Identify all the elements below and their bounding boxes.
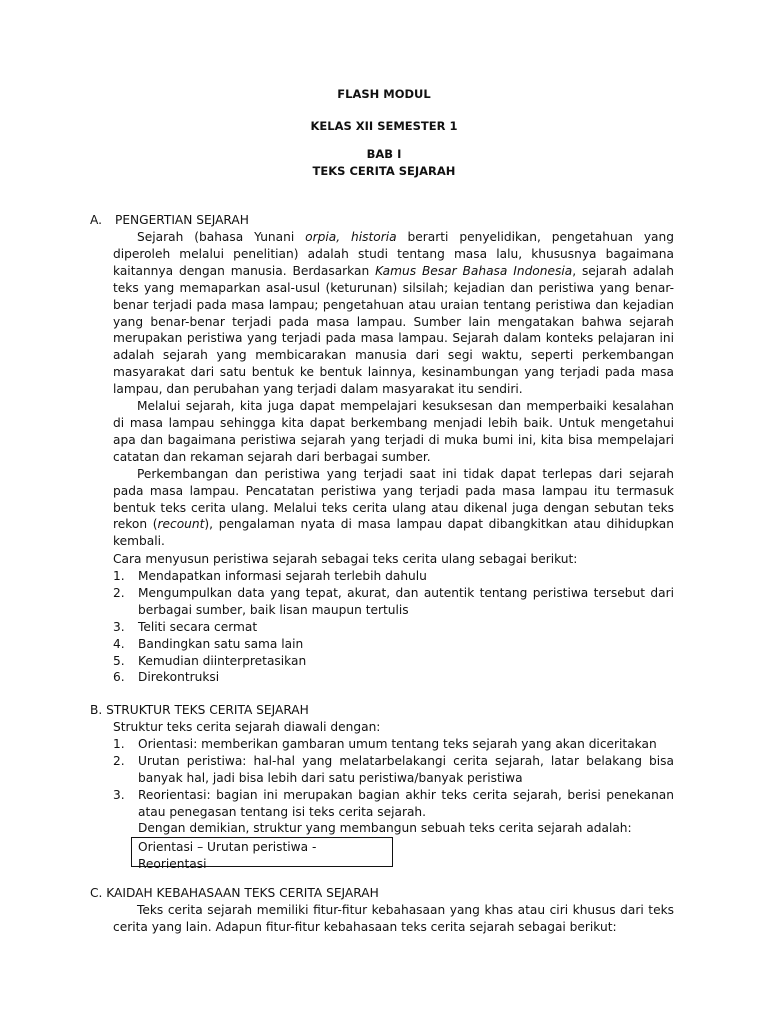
list-number: 3. bbox=[113, 619, 125, 634]
section-b-intro-text: Struktur teks cerita sejarah diawali dengan: bbox=[113, 720, 381, 734]
section-b-label: B. bbox=[90, 703, 103, 717]
structure-summary-box bbox=[131, 837, 393, 871]
list-item bbox=[113, 736, 674, 753]
italic-run: recount bbox=[157, 517, 205, 532]
section-a-heading bbox=[90, 212, 249, 229]
paragraph-development bbox=[113, 466, 674, 551]
list-item bbox=[113, 568, 674, 585]
section-b-title: STRUKTUR TEKS CERITA SEJARAH bbox=[106, 703, 309, 717]
list-text: Kemudian diinterpretasikan bbox=[138, 653, 307, 668]
italic-run: orpia, historia bbox=[305, 230, 397, 244]
list-number: 2. bbox=[113, 753, 125, 768]
list-text: Mendapatkan informasi sejarah terlebih dahulu bbox=[138, 569, 427, 583]
structure-list bbox=[113, 736, 674, 821]
list-item bbox=[113, 753, 674, 787]
list-item bbox=[113, 636, 674, 653]
section-b-heading bbox=[90, 702, 309, 719]
list-number: 6. bbox=[113, 670, 125, 685]
text-run: , sejarah adalah teks yang memaparkan asal-usul (keturunan) silsilah; kejadian dan peristiwa yang benar-benar terjadi pada masa lampau; pengetahuan atau uraian tentang peristiwa dan kejadian yang benar-benar terjadi pada masa lampau. Sumber lain mengatakan bahwa sejarah merupakan peristiwa yang terjadi pada masa lampau. Sejarah dalam konteks pelajaran ini adalah sejarah yang membicarakan manusia dari segi waktu, seperti perkembangan masyarakat dari satu bentuk ke bentuk lainnya, kesinambungan yang terjadi pada masa lampau, dan perubahan yang terjadi dalam masyarakat itu sendiri. bbox=[113, 263, 674, 397]
section-a-title: PENGERTIAN SEJARAH bbox=[115, 213, 249, 227]
list-text: Orientasi: memberikan gambaran umum tentang teks sejarah yang akan diceritakan bbox=[138, 737, 657, 751]
italic-run: Kamus Besar Bahasa Indonesia bbox=[375, 263, 573, 278]
paragraph-definition bbox=[113, 229, 674, 398]
list-text: Direkontruksi bbox=[138, 670, 220, 685]
list-number: 1. bbox=[113, 737, 125, 751]
module-title: FLASH MODUL bbox=[337, 87, 431, 101]
section-c-label: C. bbox=[90, 886, 103, 900]
list-item bbox=[113, 619, 674, 636]
list-item bbox=[113, 653, 674, 670]
list-text: Bandingkan satu sama lain bbox=[138, 636, 304, 651]
structure-conclusion bbox=[138, 820, 674, 837]
list-number: 4. bbox=[113, 636, 125, 651]
list-text: Teliti secara cermat bbox=[138, 619, 258, 634]
steps-list bbox=[113, 568, 674, 686]
section-c-title: KAIDAH KEBAHASAAN TEKS CERITA SEJARAH bbox=[106, 886, 379, 900]
text-run: Sejarah (bahasa Yunani bbox=[137, 230, 306, 244]
class-semester: KELAS XII SEMESTER 1 bbox=[310, 119, 458, 133]
list-text: Urutan peristiwa: hal-hal yang melatarbelakangi cerita sejarah, latar belakang bisa banyak hal, jadi bisa lebih dari satu peristiwa/banyak peristiwa bbox=[138, 753, 674, 785]
list-text: Mengumpulkan data yang tepat, akurat, dan autentik tentang peristiwa tersebut dari berbagai sumber, baik lisan maupun tertulis bbox=[138, 585, 674, 617]
list-number: 5. bbox=[113, 653, 125, 668]
list-item bbox=[113, 669, 674, 686]
list-number: 3. bbox=[113, 787, 125, 802]
structure-summary-text: Orientasi – Urutan peristiwa - Reorientasi bbox=[138, 840, 317, 871]
steps-intro bbox=[113, 551, 674, 568]
section-b-intro bbox=[113, 719, 674, 736]
steps-intro-text: Cara menyusun peristiwa sejarah sebagai teks cerita ulang sebagai berikut: bbox=[113, 552, 578, 566]
text-run: Perkembangan dan peristiwa yang terjadi saat ini tidak dapat terlepas dari sejarah pada masa lampau. Pencatatan peristiwa yang terjadi pada masa lampau itu termasuk bentuk teks cerita ulang. Melalui teks cerita ulang atau dikenal juga dengan sebutan teks rekon ( bbox=[113, 466, 674, 532]
list-item bbox=[113, 585, 674, 619]
section-a-body bbox=[113, 229, 674, 550]
list-item bbox=[113, 787, 674, 821]
structure-conclusion-text: Dengan demikian, struktur yang membangun sebuah teks cerita sejarah adalah: bbox=[138, 821, 632, 835]
text-run: berarti penyelidikan, pengetahuan yang diperoleh melalui penelitian) adalah studi tentang masa lalu, khususnya bagaimana kaitannya dengan manusia. Berdasarkan bbox=[113, 230, 674, 278]
section-c-body bbox=[113, 902, 674, 936]
paragraph-language-features: Teks cerita sejarah memiliki fitur-fitur kebahasaan yang khas atau ciri khusus dari teks cerita yang lain. Adapun fitur-fitur kebahasaan teks cerita sejarah sebagai berikut: bbox=[113, 903, 674, 934]
paragraph-learning: Melalui sejarah, kita juga dapat mempelajari kesuksesan dan memperbaiki kesalahan di masa lampau sehingga kita dapat berkembang menjadi lebih baik. Untuk mengetahui apa dan bagaimana peristiwa sejarah yang terjadi di muka bumi ini, kita bisa mempelajari catatan dan rekaman sejarah dari berbagai sumber. bbox=[113, 399, 674, 464]
section-c-heading bbox=[90, 885, 379, 902]
list-text: Reorientasi: bagian ini merupakan bagian akhir teks cerita sejarah, berisi penekanan atau penegasan tentang isi teks cerita sejarah. bbox=[138, 787, 674, 819]
chapter-title: TEKS CERITA SEJARAH bbox=[312, 164, 456, 178]
text-run: ), pengalaman nyata di masa lampau dapat dibangkitkan atau dihidupkan kembali. bbox=[113, 517, 674, 549]
chapter-number: BAB I bbox=[366, 147, 402, 161]
list-number: 2. bbox=[113, 585, 125, 600]
list-number: 1. bbox=[113, 569, 125, 583]
section-a-label: A. bbox=[90, 213, 102, 227]
